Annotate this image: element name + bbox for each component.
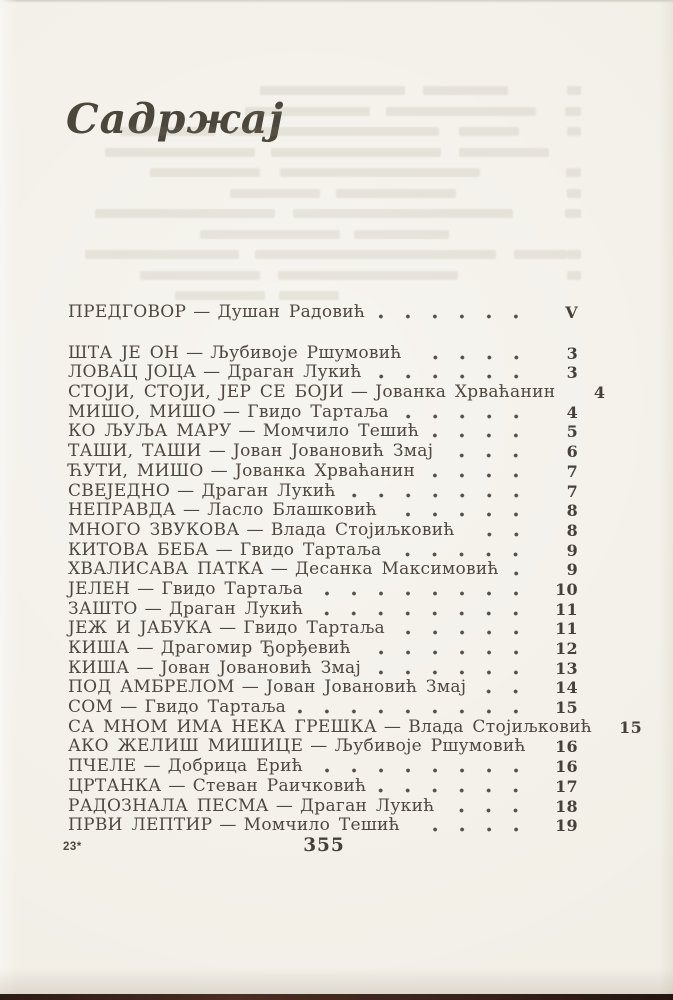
dot-leader [315,591,540,596]
toc-entry-separator: — [275,795,294,816]
dot-leader [467,532,540,537]
toc-entry-title: ЋУТИ, МИШО [68,460,204,481]
toc-preface-entry [68,301,578,321]
toc-entry-page-number: 18 [555,796,578,816]
toc-entry [68,618,578,638]
dot-leader [363,650,540,655]
toc-entry-page-number: 16 [555,757,578,777]
dot-leader [393,552,540,557]
toc-entry [68,755,578,775]
dot-leader [478,689,540,694]
toc-entry-title: МНОГО ЗВУКОВА [68,519,240,540]
toc-entry-title: ЛОВАЦ ЈОЦА [68,362,197,383]
toc-entry-title: ЈЕЛЕН [68,578,131,599]
dot-leader [445,453,540,458]
toc-entry-separator: — [136,657,154,678]
toc-entry-author: Јован Јовановић Змај [233,441,434,462]
toc-entry-page-number: 10 [555,579,578,599]
toc-entry-separator: — [208,441,226,462]
toc-entry-author: Јован Јовановић Змај [266,677,467,698]
toc-entry-page-number: 17 [555,776,578,796]
toc-entry-separator: — [246,519,264,540]
toc-entry-title: КО ЉУЉА МАРУ [68,421,232,442]
toc-entry-page-number: 3 [566,363,578,383]
toc-entry [68,815,578,835]
toc-entry [68,775,578,795]
dot-leader [348,493,540,498]
toc-entry [68,559,578,579]
toc-entry-author: Љубивоје Ршумовић [210,342,402,363]
toc-entry-title: КИША [68,638,130,658]
toc-entry-page-number: 12 [555,639,578,658]
toc-entry-title: ТАШИ, ТАШИ [68,441,202,462]
toc-entry-separator: — [215,539,233,560]
toc-entry [68,795,578,815]
toc-entry-author: Добрица Ерић [167,756,303,777]
toc-entry-page-number: 9 [566,540,578,560]
toc-entry [68,696,578,716]
dot-leader [315,768,540,773]
toc-entry-title: РАДОЗНАЛА ПЕСМА [68,795,269,816]
toc-entry-separator: — [270,559,289,580]
toc-entry-author: Ласло Блашковић [207,500,378,521]
toc-entry [68,362,578,382]
toc-entry [68,598,578,618]
toc-entry-separator: — [168,775,186,796]
toc-entry-page-number: 15 [555,698,578,718]
toc-entry [68,460,578,480]
toc-entry-author: Драган Лукић [201,480,336,501]
toc-entry-title: ПРВИ ЛЕПТИР [68,815,213,836]
toc-entry-title: КИША [68,657,130,678]
toc-entry-page-number: 8 [566,520,578,540]
toc-entry-separator: — [310,736,328,757]
dot-leader [401,414,540,419]
page-number: 355 [303,835,345,856]
toc-entry-separator: — [186,342,204,363]
toc-entry [68,401,578,421]
toc-entry-author: Драган Лукић [227,362,362,383]
toc-entry-separator: — [137,578,155,599]
toc-entry [68,480,578,500]
table-of-contents [68,301,643,836]
toc-entry-separator: — [203,362,221,383]
dot-leader [431,433,540,438]
toc-entry-title: СОМ [68,697,114,718]
toc-entry-separator: — [144,598,162,619]
toc-entry-page-number: 16 [555,737,578,757]
dot-leader [377,314,540,319]
toc-entry-title: СА МНОМ ИМА НЕКА ГРЕШКА [68,716,377,737]
toc-entry-title: ЗАШТО [68,598,138,619]
toc-entry-author: Јованка Хрваћанин [234,460,416,481]
toc-entry-title: ЈЕЖ И ЈАБУКА [68,618,213,639]
toc-entry [68,421,578,441]
toc-entry-title: ПЧЕЛЕ [68,756,137,777]
toc-entry-author: Душан Радовић [217,302,366,322]
page-title: Садржај [66,95,285,144]
toc-entry-page-number: 4 [593,383,606,403]
toc-entry-title: НЕПРАВДА [68,500,176,521]
toc-entry-author: Десанка Максимовић [295,559,499,580]
toc-entry-title: ПРЕДГОВОР [68,302,187,322]
toc-entry-title: ШТА ЈЕ ОН [68,342,180,363]
toc-entry [68,440,578,460]
toc-entry-separator: — [120,697,138,718]
toc-entry-author: Драгомир Ђорђевић [160,638,351,658]
toc-entry [68,716,643,737]
toc-entry [68,657,578,677]
toc-entry-author: Гвидо Тартаља [243,618,385,639]
toc-entry-author: Драган Лукић [300,795,435,816]
toc-entry [68,519,578,539]
toc-entry-title: АКО ЖЕЛИШ МИШИЦЕ [68,736,304,757]
toc-entry [68,578,578,598]
toc-entry [68,342,578,362]
dot-leader [298,709,540,714]
toc-entry-author: Јован Јовановић Змај [160,657,362,678]
toc-entry-separator: — [143,756,161,777]
toc-entry [68,637,578,657]
toc-entry-separator: — [350,382,369,403]
dot-leader [427,473,540,478]
dot-leader [374,374,540,379]
toc-entry-page-number: 13 [555,658,578,678]
toc-entry-separator: — [219,815,237,836]
dot-leader [378,788,540,793]
toc-entry-title: СВЕЈЕДНО [68,480,171,501]
toc-entry-page-number: 8 [566,501,578,521]
dot-leader [389,512,540,517]
dot-leader [446,808,540,813]
toc-entry [68,500,578,520]
toc-entry-list [68,342,643,836]
toc-entry-author: Момчило Тешић [262,421,420,442]
toc-entry-page-number: 6 [566,442,578,462]
toc-entry-separator: — [210,460,228,481]
toc-entry-title: ХВАЛИСАВА ПАТКА [68,559,264,580]
toc-entry-page-number: 3 [566,343,578,363]
toc-entry-author: Влада Стојиљковић [408,716,593,737]
toc-entry-separator: — [222,401,241,422]
toc-entry-separator: — [193,302,211,322]
toc-entry-separator: — [177,480,195,501]
toc-entry-page-number: 5 [566,422,578,442]
toc-entry-title: ЦРТАНКА [68,775,162,796]
toc-entry-separator: — [182,500,201,521]
toc-entry-author: Влада Стојиљковић [270,519,455,540]
dot-leader [397,630,540,635]
toc-entry-separator: — [238,421,256,442]
toc-entry-author: Момчило Тешић [243,815,400,836]
toc-entry-author: Гвидо Тартаља [247,401,389,422]
toc-entry-page-number: 19 [555,816,578,836]
toc-entry-page-number: 9 [566,560,578,580]
toc-entry-separator: — [241,677,260,698]
dot-leader [511,571,540,576]
toc-entry-page-number: 11 [555,619,578,639]
toc-entry-page-number: 11 [555,599,578,619]
toc-entry-page-number: 7 [566,481,578,501]
toc-entry-separator: — [383,716,402,737]
toc-entry-author: Љубивоје Ршумовић [334,736,526,757]
toc-entry-title: ПОД АМБРЕЛОМ [68,677,235,698]
toc-entry-page-number: 4 [566,402,578,422]
dot-leader [315,611,540,616]
toc-entry-separator: — [219,618,237,639]
toc-entry-author: Стеван Раичковић [192,775,367,796]
dot-leader [373,670,540,675]
toc-entry-author: Драган Лукић [168,598,304,619]
toc-entry-author: Гвидо Тартаља [239,539,382,560]
toc-entry-author: Гвидо Тартаља [144,697,287,718]
printers-signature-mark: 23* [63,841,82,853]
toc-entry-page-number: 14 [555,678,578,698]
dot-leader [538,748,540,753]
dot-leader [412,827,540,832]
toc-entry-page-number: 7 [566,461,578,481]
toc-entry-author: Гвидо Тартаља [161,578,303,599]
toc-entry-page-number: 15 [619,717,643,737]
book-edge [0,994,673,1000]
toc-entry [68,381,606,403]
toc-section-gap [68,321,578,342]
toc-entry [68,677,578,697]
toc-entry [68,736,578,756]
toc-entry-separator: — [136,638,154,658]
toc-entry [68,539,578,559]
toc-entry-page-number: V [565,303,578,322]
toc-entry-title: МИШО, МИШО [68,401,216,422]
dot-leader [414,355,540,360]
toc-entry-title: КИТОВА БЕБА [68,539,209,560]
toc-entry-author: Јованка Хрваћанин [375,382,556,403]
toc-entry-title: СТОЈИ, СТОЈИ, ЈЕР СЕ БОЈИ [68,382,344,403]
